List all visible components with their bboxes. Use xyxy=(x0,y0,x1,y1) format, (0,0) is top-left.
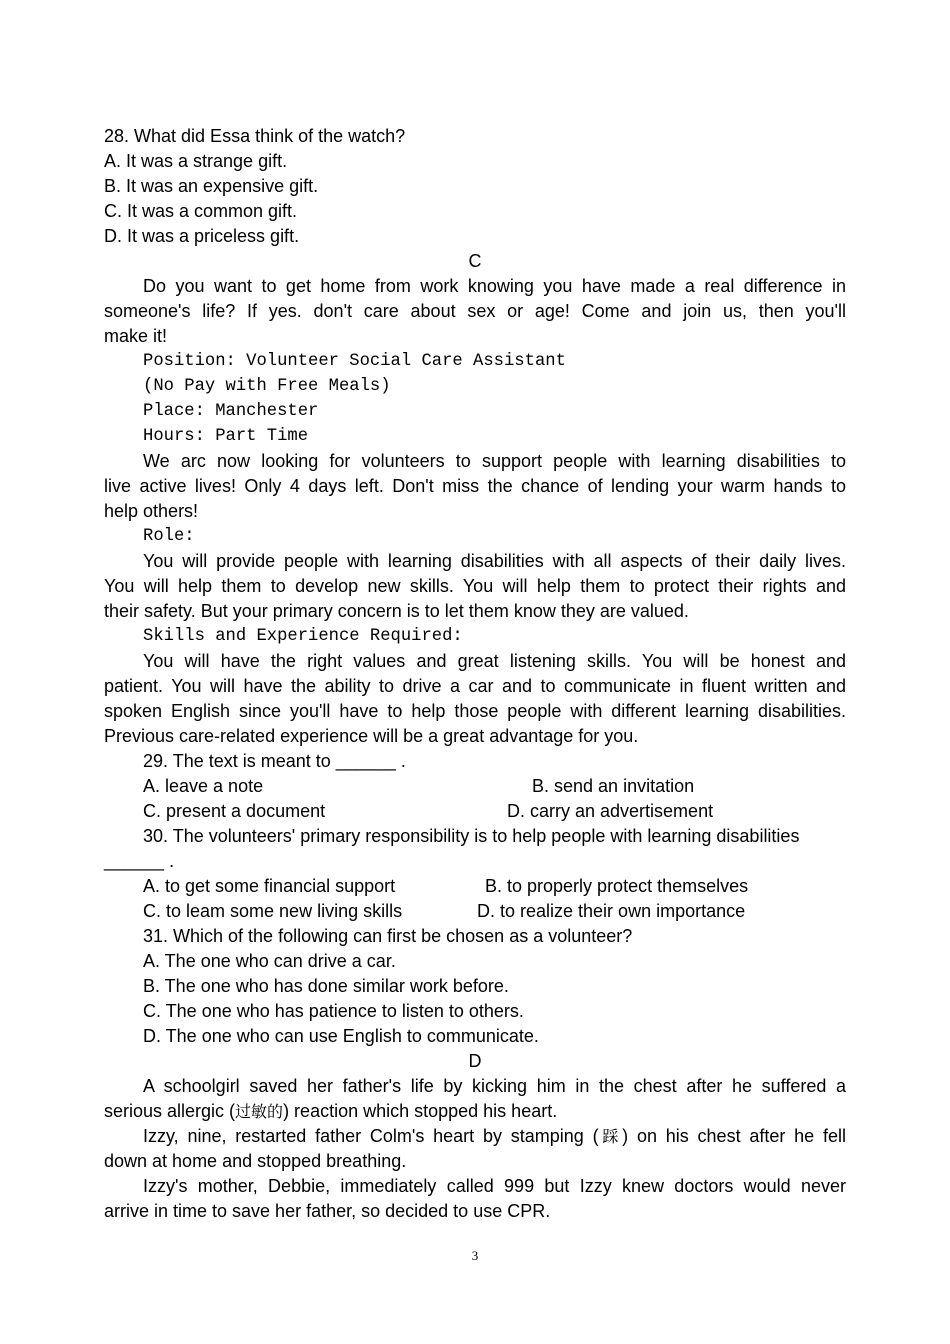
q29-question: 29. The text is meant to ______ . xyxy=(143,751,406,771)
q31-option-d: D. The one who can use English to communicate. xyxy=(143,1026,539,1046)
d-para3-line2: arrive in time to save her father, so decided to use CPR. xyxy=(104,1201,551,1221)
q31-option-a: A. The one who can drive a car. xyxy=(143,951,396,971)
c-para1-line: live active lives! Only 4 days left. Don't miss the chance of lending your warm hands to xyxy=(104,476,846,496)
q30-blank: ______ . xyxy=(104,851,175,871)
c-skills-line: spoken English since you'll have to help those people with different learning disabilities. xyxy=(104,701,846,721)
q30-option-a: A. to get some financial support xyxy=(143,876,396,896)
c-hours: Hours: Part Time xyxy=(143,427,309,446)
q28-option-c: C. It was a common gift. xyxy=(104,201,298,221)
d-para1-line2-post: ) reaction which stopped his heart. xyxy=(283,1101,558,1121)
q30-option-c: C. to leam some new living skills xyxy=(143,901,403,921)
c-skills-line: patient. You will have the ability to drive a car and to communicate in fluent written and xyxy=(104,676,846,696)
c-role-line: their safety. But your primary concern is to let them know they are valued. xyxy=(104,601,689,621)
q29-option-c: C. present a document xyxy=(143,801,326,821)
q28-question: 28. What did Essa think of the watch? xyxy=(104,126,406,146)
section-d-heading: D xyxy=(468,1051,482,1071)
q29-option-b: B. send an invitation xyxy=(532,776,695,796)
q28-option-a: A. It was a strange gift. xyxy=(104,151,288,171)
q29-option-a: A. leave a note xyxy=(143,776,264,796)
c-role-line: You will help them to develop new skills. You will help them to protect their rights and xyxy=(104,576,846,596)
c-skills-line: Previous care-related experience will be a great advantage for you. xyxy=(104,726,639,746)
d-para2-line1-post: ) on his chest after he fell xyxy=(622,1126,846,1146)
c-para1-line: help others! xyxy=(104,501,199,521)
q31-option-c: C. The one who has patience to listen to others. xyxy=(143,1001,524,1021)
d-para2-line1-chinese: 踩 xyxy=(598,1127,623,1146)
c-place: Place: Manchester xyxy=(143,402,319,421)
c-intro-line: Do you want to get home from work knowing you have made a real difference in xyxy=(143,276,846,296)
c-intro-line: make it! xyxy=(104,326,168,346)
d-para1-line1: A schoolgirl saved her father's life by kicking him in the chest after he suffered a xyxy=(143,1076,846,1096)
d-para1-line2 xyxy=(104,1099,846,1124)
q30-question: 30. The volunteers' primary responsibility is to help people with learning disabilities xyxy=(143,826,800,846)
q31-question: 31. Which of the following can first be chosen as a volunteer? xyxy=(143,926,633,946)
section-c-heading: C xyxy=(468,251,482,271)
q31-option-b: B. The one who has done similar work before. xyxy=(143,976,509,996)
d-para3-line1: Izzy's mother, Debbie, immediately called 999 but Izzy knew doctors would never xyxy=(143,1176,846,1196)
c-pay: (No Pay with Free Meals) xyxy=(143,377,391,396)
d-para1-line2-pre: serious allergic ( xyxy=(104,1101,236,1121)
c-role-line: You will provide people with learning disabilities with all aspects of their daily lives. xyxy=(143,551,846,571)
d-para2-line2: down at home and stopped breathing. xyxy=(104,1151,407,1171)
d-para2-line1 xyxy=(143,1124,846,1149)
q29-option-d: D. carry an advertisement xyxy=(507,801,714,821)
c-skills-line: You will have the right values and great listening skills. You will be honest and xyxy=(143,651,846,671)
q30-option-b: B. to properly protect themselves xyxy=(485,876,749,896)
page-number: 3 xyxy=(471,1248,479,1263)
d-para2-line1-pre: Izzy, nine, restarted father Colm's heart by stamping ( xyxy=(143,1126,599,1146)
q28-option-b: B. It was an expensive gift. xyxy=(104,176,319,196)
c-skills-label: Skills and Experience Required: xyxy=(143,627,463,646)
q28-option-d: D. It was a priceless gift. xyxy=(104,226,300,246)
c-para1-line: We arc now looking for volunteers to support people with learning disabilities to xyxy=(143,451,846,471)
c-position: Position: Volunteer Social Care Assistant xyxy=(143,352,566,371)
d-para1-line2-chinese: 过敏的 xyxy=(235,1102,284,1121)
c-intro-line: someone's life? If yes. don't care about sex or age! Come and join us, then you'll xyxy=(104,301,846,321)
q30-option-d: D. to realize their own importance xyxy=(477,901,746,921)
c-role-label: Role: xyxy=(143,527,195,546)
